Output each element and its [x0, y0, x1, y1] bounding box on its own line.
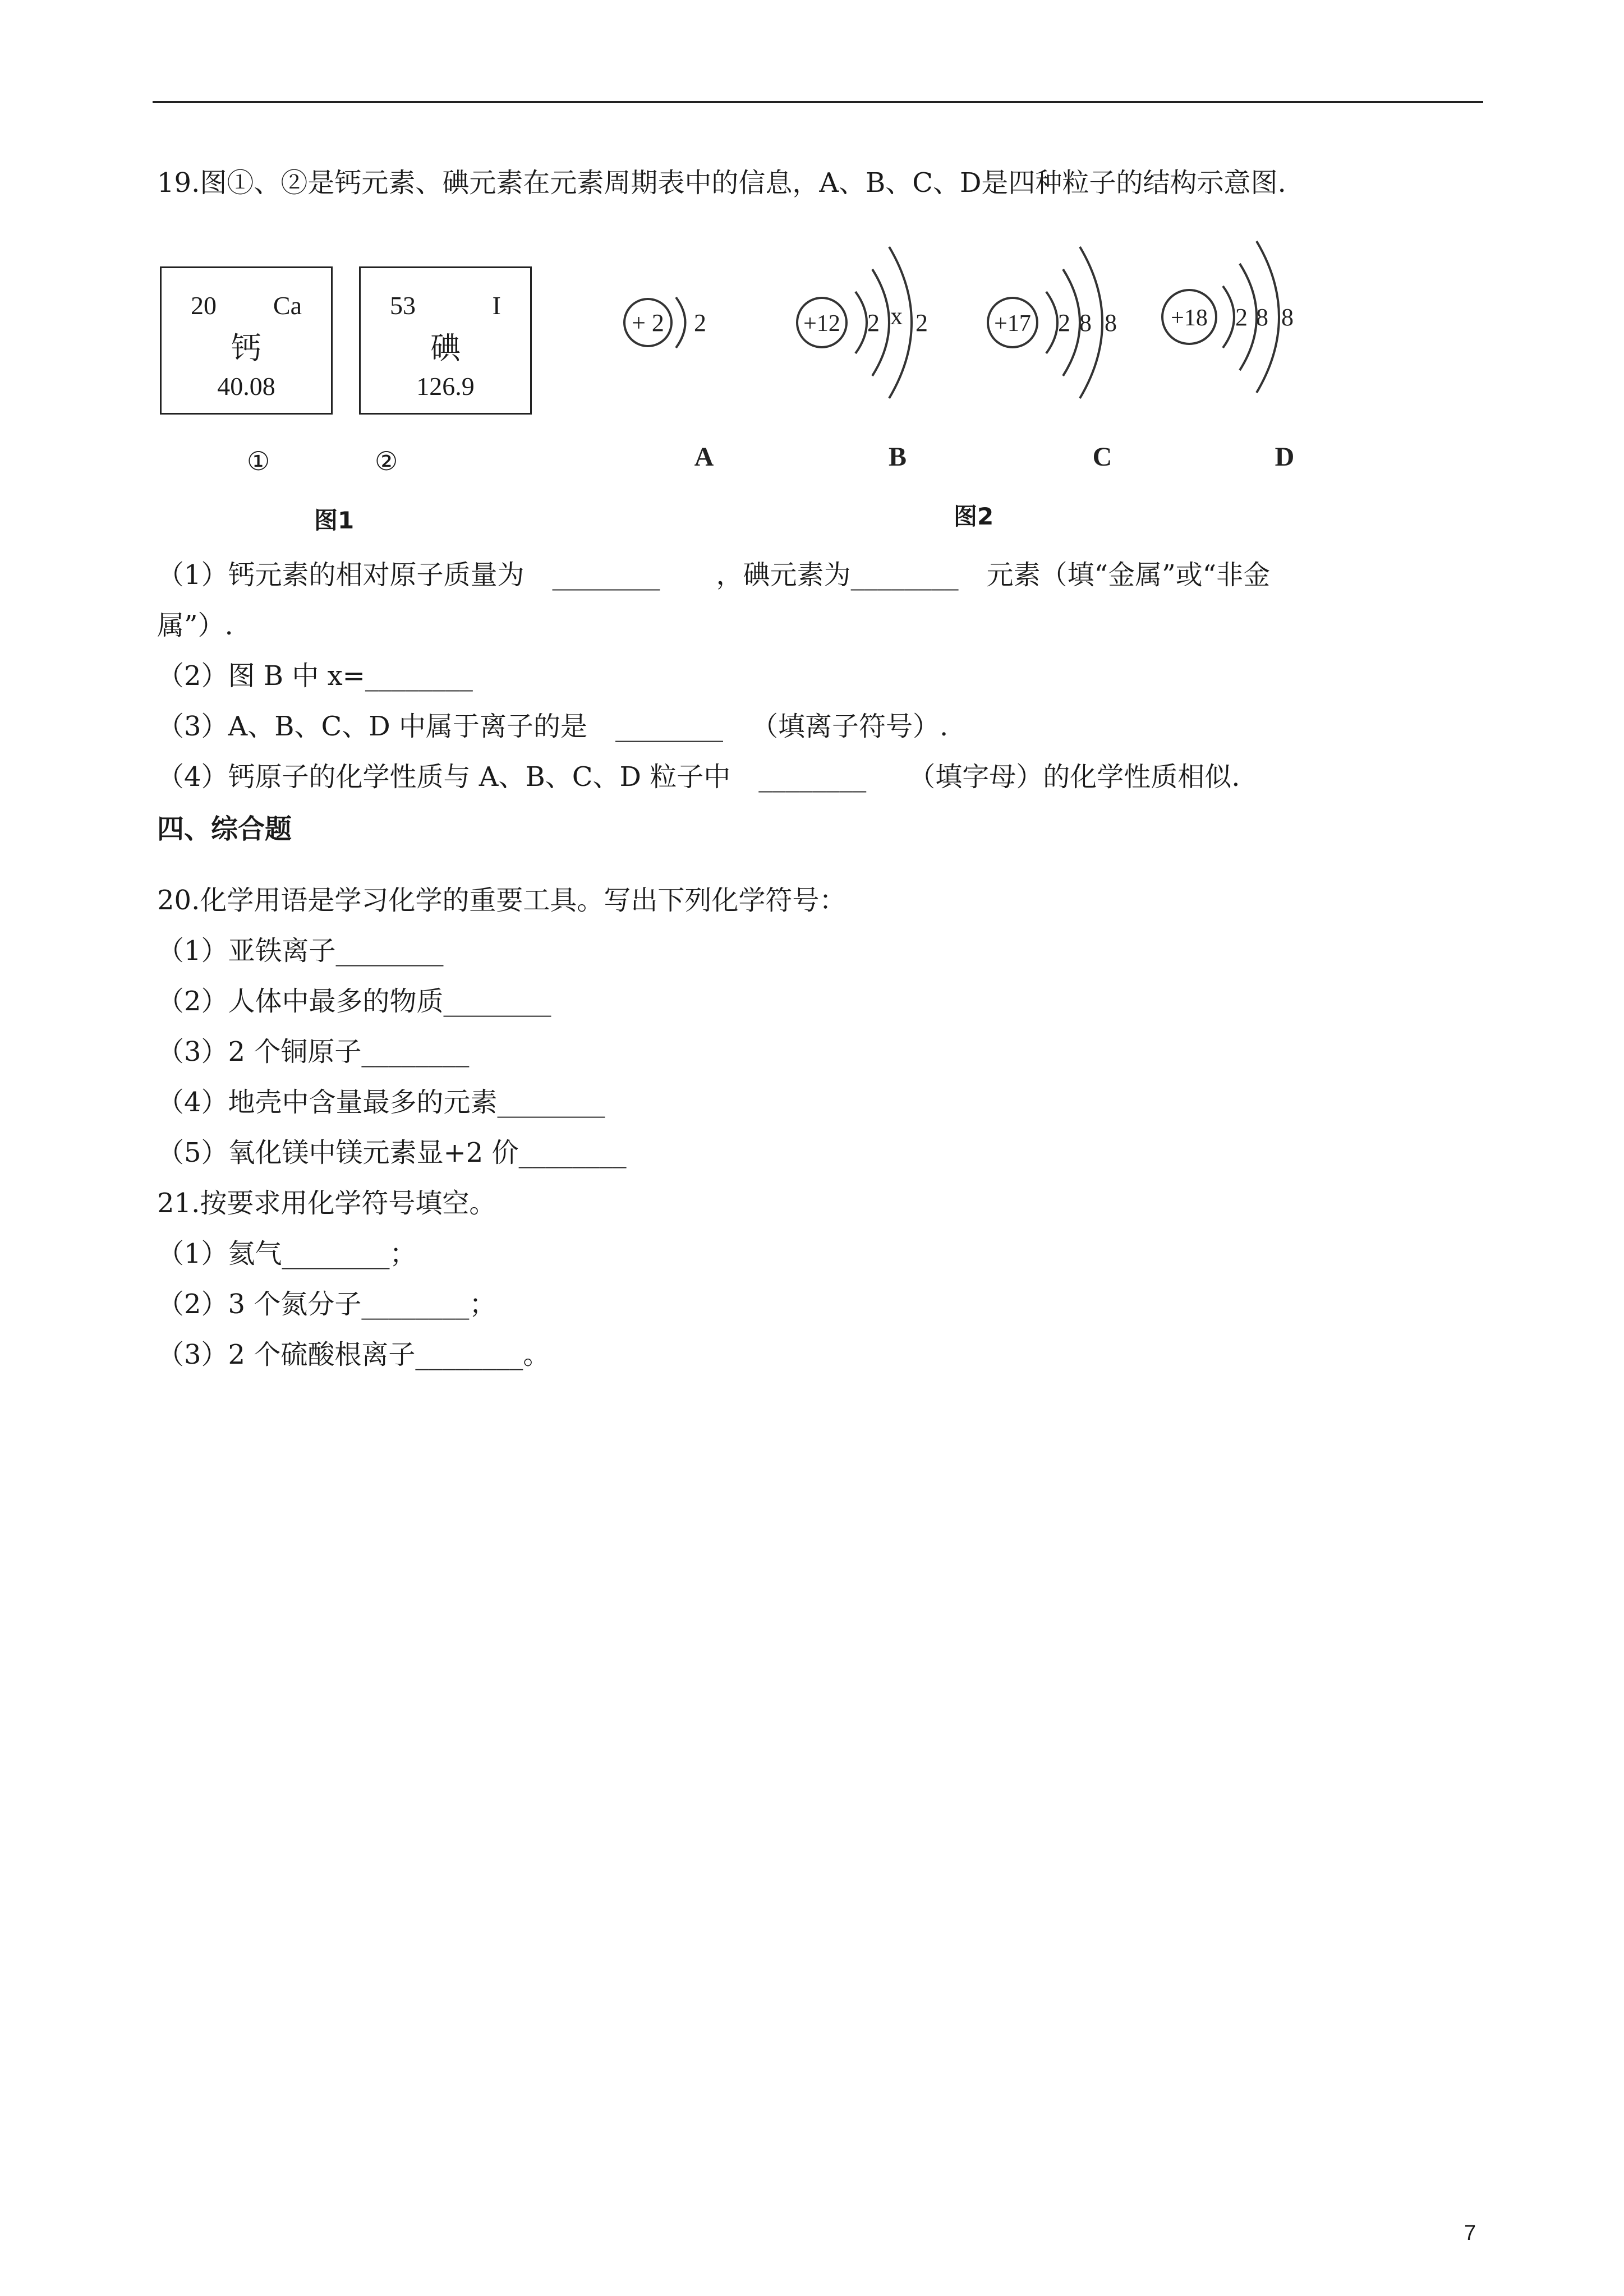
shell-arc-a1: [676, 297, 686, 348]
section-heading: 四、综合题: [157, 813, 292, 845]
q19-p1-text-a: （1）钙元素的相对原子质量为: [157, 559, 525, 591]
q20-item-3: [157, 1035, 469, 1069]
fig2-caption: 图2: [954, 503, 994, 530]
q20-item-5: [157, 1136, 627, 1170]
shell-b1-count: 2: [867, 309, 880, 337]
q19-p1-text-c: 元素（填“金属”或“非金: [986, 559, 1271, 591]
particle-structure-diagram: [561, 213, 1346, 494]
element-symbol: Ca: [273, 291, 302, 320]
answer-blank[interactable]: ________: [443, 986, 551, 1017]
q20-item-text: （3）2 个铜原子: [157, 1036, 362, 1068]
shell-d2-count: 8: [1256, 303, 1268, 331]
shell-c3-count: 8: [1105, 309, 1117, 337]
particle-label-d: D: [1275, 442, 1295, 472]
fig1-caption: 图1: [314, 507, 355, 534]
q19-part3: [157, 710, 948, 743]
shell-c1-count: 2: [1058, 309, 1070, 337]
nucleus-b-charge: +12: [803, 311, 840, 337]
shell-d1-count: 2: [1235, 303, 1248, 331]
q21-item-2: [157, 1287, 496, 1321]
q21-item-punct: 。: [523, 1339, 550, 1370]
atomic-number: 20: [191, 291, 217, 320]
element-card-iodine: [359, 266, 532, 415]
figure-label-2: ②: [375, 446, 398, 476]
page-number: 7: [1464, 2221, 1476, 2245]
q21-item-punct: ；: [469, 1289, 496, 1320]
element-name: 钙: [231, 330, 261, 366]
shell-b3-count: 2: [915, 309, 928, 337]
answer-blank[interactable]: ________: [615, 711, 723, 742]
q20-item-4: [157, 1085, 605, 1119]
nucleus-a-charge: + 2: [632, 309, 664, 337]
nucleus-c-charge: +17: [994, 311, 1031, 337]
answer-blank[interactable]: ________: [552, 559, 660, 591]
q19-p3-text-b: （填离子符号）.: [751, 711, 949, 742]
answer-blank[interactable]: ________: [497, 1087, 605, 1118]
q19-part1: [157, 558, 1270, 592]
element-name: 碘: [430, 330, 461, 366]
q19-stem: 19.图①、②是钙元素、碘元素在元素周期表中的信息，A、B、C、D是四种粒子的结构示意图.: [157, 167, 1286, 199]
q19-p4-text-b: （填字母）的化学性质相似.: [908, 761, 1240, 793]
q20-item-text: （5）氧化镁中镁元素显+2 价: [157, 1137, 519, 1168]
answer-blank[interactable]: ________: [758, 761, 867, 793]
answer-blank[interactable]: ________: [365, 660, 473, 692]
answer-blank[interactable]: ________: [415, 1339, 523, 1370]
shell-d3-count: 8: [1281, 303, 1294, 331]
q21-item-text: （3）2 个硫酸根离子: [157, 1339, 416, 1370]
particle-label-c: C: [1092, 442, 1112, 472]
shell-c2-count: 8: [1079, 309, 1092, 337]
shell-arc-d1: [1223, 286, 1234, 348]
shell-a1-count: 2: [694, 309, 706, 337]
answer-blank[interactable]: ________: [361, 1036, 470, 1068]
atomic-number: 53: [390, 291, 416, 320]
q20-stem: 20.化学用语是学习化学的重要工具。写出下列化学符号：: [157, 885, 846, 916]
q20-item-text: （1）亚铁离子: [157, 935, 336, 967]
q21-stem: 21.按要求用化学符号填空。: [157, 1188, 496, 1219]
shell-b2-count: x: [890, 302, 903, 330]
header-rule: [153, 101, 1483, 103]
shell-arc-c1: [1046, 292, 1057, 353]
answer-blank[interactable]: ________: [361, 1289, 470, 1320]
q19-p3-text-a: （3）A、B、C、D 中属于离子的是: [157, 711, 587, 742]
q19-part4: [157, 760, 1240, 794]
figure-label-1: ①: [247, 446, 270, 476]
q21-item-1: [157, 1237, 417, 1271]
q20-item-text: （2）人体中最多的物质: [157, 986, 444, 1017]
atomic-mass: 40.08: [217, 372, 275, 401]
nucleus-d-charge: +18: [1171, 305, 1208, 331]
q21-item-punct: ；: [389, 1238, 417, 1269]
atomic-mass: 126.9: [416, 372, 475, 401]
answer-blank[interactable]: ________: [335, 935, 444, 967]
element-symbol: I: [492, 291, 501, 320]
q21-item-3: [157, 1338, 550, 1372]
answer-blank[interactable]: ________: [282, 1238, 390, 1269]
q20-item-text: （4）地壳中含量最多的元素: [157, 1087, 498, 1118]
q19-p2-text: （2）图 B 中 x=: [157, 660, 365, 692]
q19-p4-text-a: （4）钙原子的化学性质与 A、B、C、D 粒子中: [157, 761, 731, 793]
q19-p1-text-b: ，碘元素为: [716, 559, 851, 591]
particle-label-a: A: [694, 442, 714, 472]
answer-blank[interactable]: ________: [518, 1137, 627, 1168]
particle-label-b: B: [888, 442, 907, 472]
q20-item-1: [157, 934, 444, 968]
element-card-calcium: [160, 266, 333, 415]
q19-part1-cont: 属”）.: [157, 610, 233, 641]
q20-item-2: [157, 984, 551, 1018]
answer-blank[interactable]: ________: [850, 559, 959, 591]
q21-item-text: （2）3 个氮分子: [157, 1289, 362, 1320]
q19-part2: [157, 659, 473, 693]
shell-arc-b1: [855, 292, 867, 353]
q21-item-text: （1）氦气: [157, 1238, 282, 1269]
